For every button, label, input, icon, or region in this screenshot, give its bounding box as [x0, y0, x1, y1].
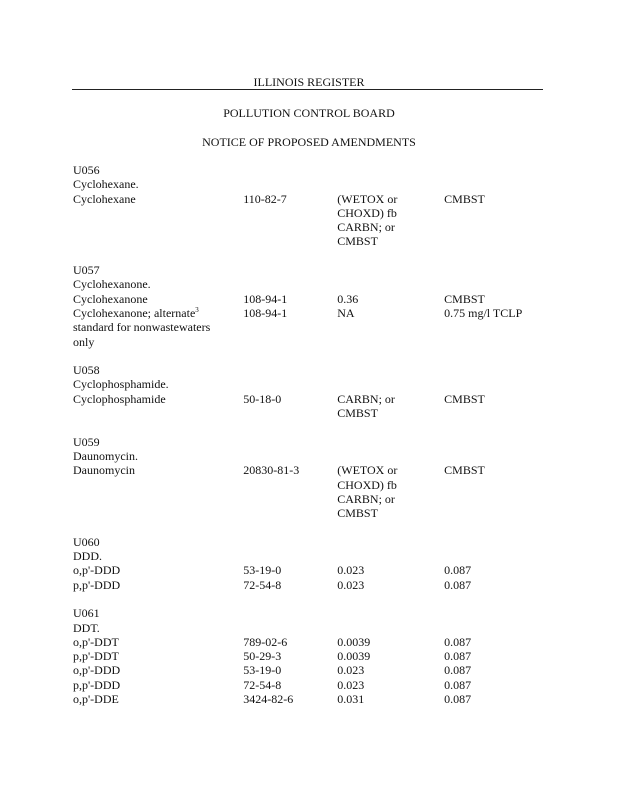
waste-section: [73, 535, 553, 592]
nonwastewater-standard: 0.087: [444, 577, 472, 592]
table-row: [73, 392, 553, 421]
nonwastewater-standard: CMBST: [444, 463, 485, 478]
cas-number: 53-19-0: [243, 563, 282, 578]
nonwastewater-standard: 0.087: [444, 649, 472, 664]
waste-section: [73, 163, 553, 249]
table-row: [73, 635, 553, 649]
wastewater-standard: (WETOX or CHOXD) fb CARBN; or CMBST: [337, 191, 398, 249]
cas-number: 110-82-7: [243, 191, 287, 206]
waste-code: U057: [73, 263, 100, 278]
nonwastewater-standard: CMBST: [444, 191, 485, 206]
cas-number: 72-54-8: [243, 677, 282, 692]
table-row: [73, 663, 553, 677]
constituent-cell: [73, 663, 243, 677]
waste-name: Cyclophosphamide.: [73, 377, 169, 392]
table-row: [73, 463, 553, 520]
nonwastewater-standard: 0.75 mg/l TCLP: [444, 305, 523, 320]
nonwastewater-standard: 0.087: [444, 634, 472, 649]
constituent-cell: [73, 463, 243, 520]
constituent-name: o,p'-DDE: [73, 691, 119, 706]
waste-code: U061: [73, 606, 100, 621]
constituent-cell: [73, 563, 243, 577]
cas-number: 789-02-6: [243, 634, 288, 649]
nonwastewater-standard: CMBST: [444, 391, 485, 406]
table-row: [73, 306, 553, 349]
constituent-cell: [73, 292, 243, 306]
waste-name: DDD.: [73, 549, 102, 564]
constituent-cell: [73, 578, 243, 592]
constituent-name: Cyclophosphamide: [73, 391, 166, 406]
wastewater-standard: 0.023: [337, 577, 365, 592]
cas-number: 108-94-1: [243, 305, 288, 320]
constituent-name: Cyclohexane: [73, 191, 136, 206]
waste-code: U060: [73, 534, 100, 549]
nonwastewater-standard: 0.087: [444, 563, 472, 578]
waste-table: [73, 163, 553, 721]
nonwastewater-standard: 0.087: [444, 677, 472, 692]
wastewater-standard: (WETOX or CHOXD) fb CARBN; or CMBST: [337, 463, 398, 521]
table-row: [73, 292, 553, 306]
constituent-name: p,p'-DDT: [73, 649, 119, 664]
register-title: ILLINOIS REGISTER: [253, 75, 365, 89]
wastewater-standard: 0.0039: [337, 649, 371, 664]
waste-name: Daunomycin.: [73, 448, 138, 463]
constituent-name-cont: standard for nonwastewaters only: [73, 320, 211, 349]
waste-section: [73, 435, 553, 521]
waste-code: U056: [73, 163, 100, 177]
cas-number: 108-94-1: [243, 291, 288, 306]
wastewater-standard: 0.023: [337, 677, 365, 692]
waste-section: [73, 263, 553, 349]
constituent-name: o,p'-DDD: [73, 563, 121, 578]
waste-name: DDT.: [73, 620, 100, 635]
nonwastewater-standard: CMBST: [444, 291, 485, 306]
constituent-cell: [73, 392, 243, 421]
table-row: [73, 192, 553, 249]
table-row: [73, 692, 553, 706]
wastewater-standard: NA: [337, 305, 355, 320]
constituent-cell: [73, 678, 243, 692]
waste-name: Cyclohexanone.: [73, 277, 151, 292]
wastewater-standard: 0.031: [337, 691, 365, 706]
constituent-name: Cyclohexanone: [73, 291, 148, 306]
cas-number: 3424-82-6: [243, 691, 294, 706]
wastewater-standard: 0.023: [337, 563, 365, 578]
table-row: [73, 649, 553, 663]
nonwastewater-standard: 0.087: [444, 691, 472, 706]
footnote-mark: 3: [195, 305, 199, 314]
wastewater-standard: 0.36: [337, 291, 359, 306]
constituent-cell: [73, 692, 243, 706]
constituent-name: o,p'-DDT: [73, 634, 119, 649]
waste-name: Cyclohexane.: [73, 177, 139, 192]
waste-section: [73, 606, 553, 706]
board-title: POLLUTION CONTROL BOARD: [223, 106, 395, 120]
constituent-name: o,p'-DDD: [73, 663, 121, 678]
constituent-name: Daunomycin: [73, 463, 135, 478]
constituent-cell: [73, 649, 243, 663]
waste-code: U059: [73, 434, 100, 449]
notice-title: NOTICE OF PROPOSED AMENDMENTS: [202, 135, 416, 149]
cas-number: 50-29-3: [243, 649, 282, 664]
nonwastewater-standard: 0.087: [444, 663, 472, 678]
constituent-cell: [73, 306, 243, 349]
constituent-cell: [73, 192, 243, 249]
constituent-name: Cyclohexanone; alternate: [73, 305, 196, 320]
constituent-cell: [73, 635, 243, 649]
wastewater-standard: CARBN; or CMBST: [337, 391, 395, 421]
table-row: [73, 578, 553, 592]
wastewater-standard: 0.0039: [337, 634, 371, 649]
cas-number: 50-18-0: [243, 391, 282, 406]
cas-number: 72-54-8: [243, 577, 282, 592]
table-row: [73, 678, 553, 692]
cas-number: 53-19-0: [243, 663, 282, 678]
table-row: [73, 563, 553, 577]
constituent-name: p,p'-DDD: [73, 677, 121, 692]
waste-code: U058: [73, 363, 100, 378]
wastewater-standard: 0.023: [337, 663, 365, 678]
constituent-name: p,p'-DDD: [73, 577, 121, 592]
header-rule: [72, 89, 543, 90]
waste-section: [73, 363, 553, 420]
cas-number: 20830-81-3: [243, 463, 300, 478]
